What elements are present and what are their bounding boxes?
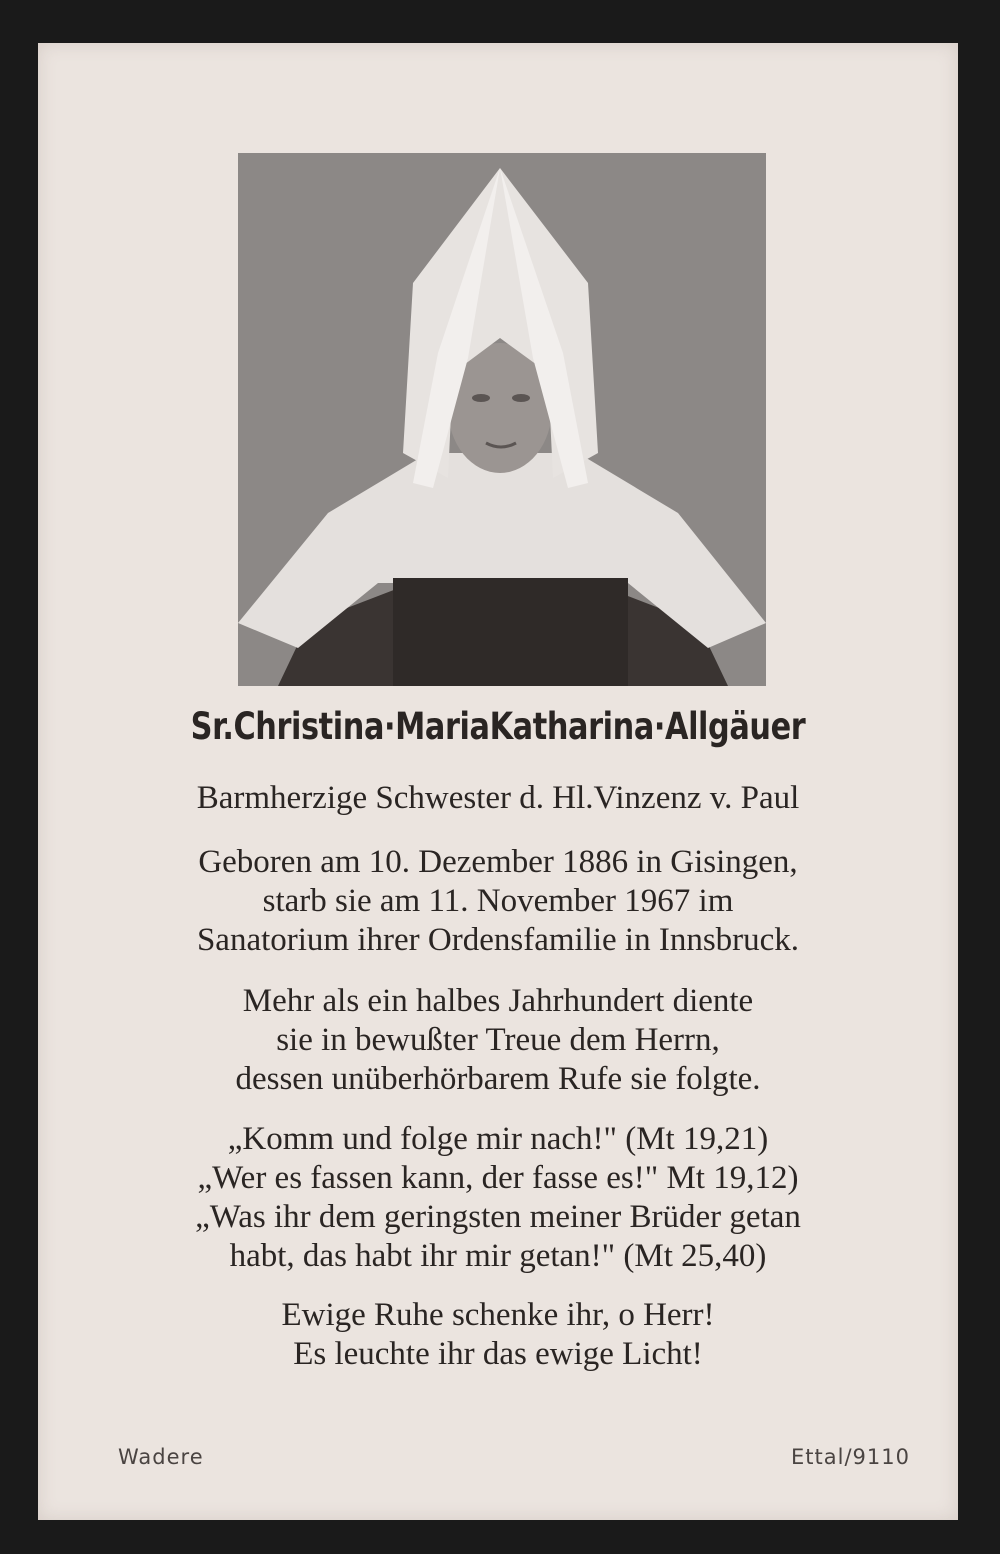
portrait-image	[238, 153, 766, 686]
text-line: Mehr als ein halbes Jahrhundert diente	[242, 983, 754, 1019]
text-line: sie in bewußter Treue dem Herrn,	[276, 1022, 720, 1058]
print-code: Ettal/9110	[791, 1445, 910, 1469]
scripture-quotes	[38, 1120, 958, 1276]
quote-line: „Komm und folge mir nach!" (Mt 19,21)	[227, 1121, 769, 1157]
order-line	[38, 779, 958, 818]
prayer-line: Ewige Ruhe schenke ihr, o Herr!	[281, 1297, 715, 1333]
quote-line: „Wer es fassen kann, der fasse es!" Mt 19,12)	[197, 1160, 799, 1196]
quote-line: habt, das habt ihr mir getan!" (Mt 25,40)	[229, 1238, 767, 1274]
text-line: starb sie am 11. November 1967 im	[262, 883, 734, 919]
quote-line: „Was ihr dem geringsten meiner Brüder getan	[195, 1199, 801, 1235]
text-line: Sanatorium ihrer Ordensfamilie in Innsbruck.	[196, 922, 800, 958]
birth-death-paragraph	[38, 843, 958, 960]
memorial-card	[38, 43, 958, 1520]
portrait-photo	[238, 153, 766, 686]
publisher-mark: Wadere	[118, 1445, 204, 1469]
order-text: Barmherzige Schwester d. Hl.Vinzenz v. Paul	[196, 780, 800, 816]
service-paragraph	[38, 982, 958, 1099]
prayer	[38, 1296, 958, 1374]
deceased-name: Sr.Christina·MariaKatharina·Allgäuer	[190, 705, 806, 748]
text-line: dessen unüberhörbarem Rufe sie folgte.	[235, 1061, 761, 1097]
prayer-line: Es leuchte ihr das ewige Licht!	[293, 1336, 703, 1372]
text-line: Geboren am 10. Dezember 1886 in Gisingen,	[198, 844, 798, 880]
